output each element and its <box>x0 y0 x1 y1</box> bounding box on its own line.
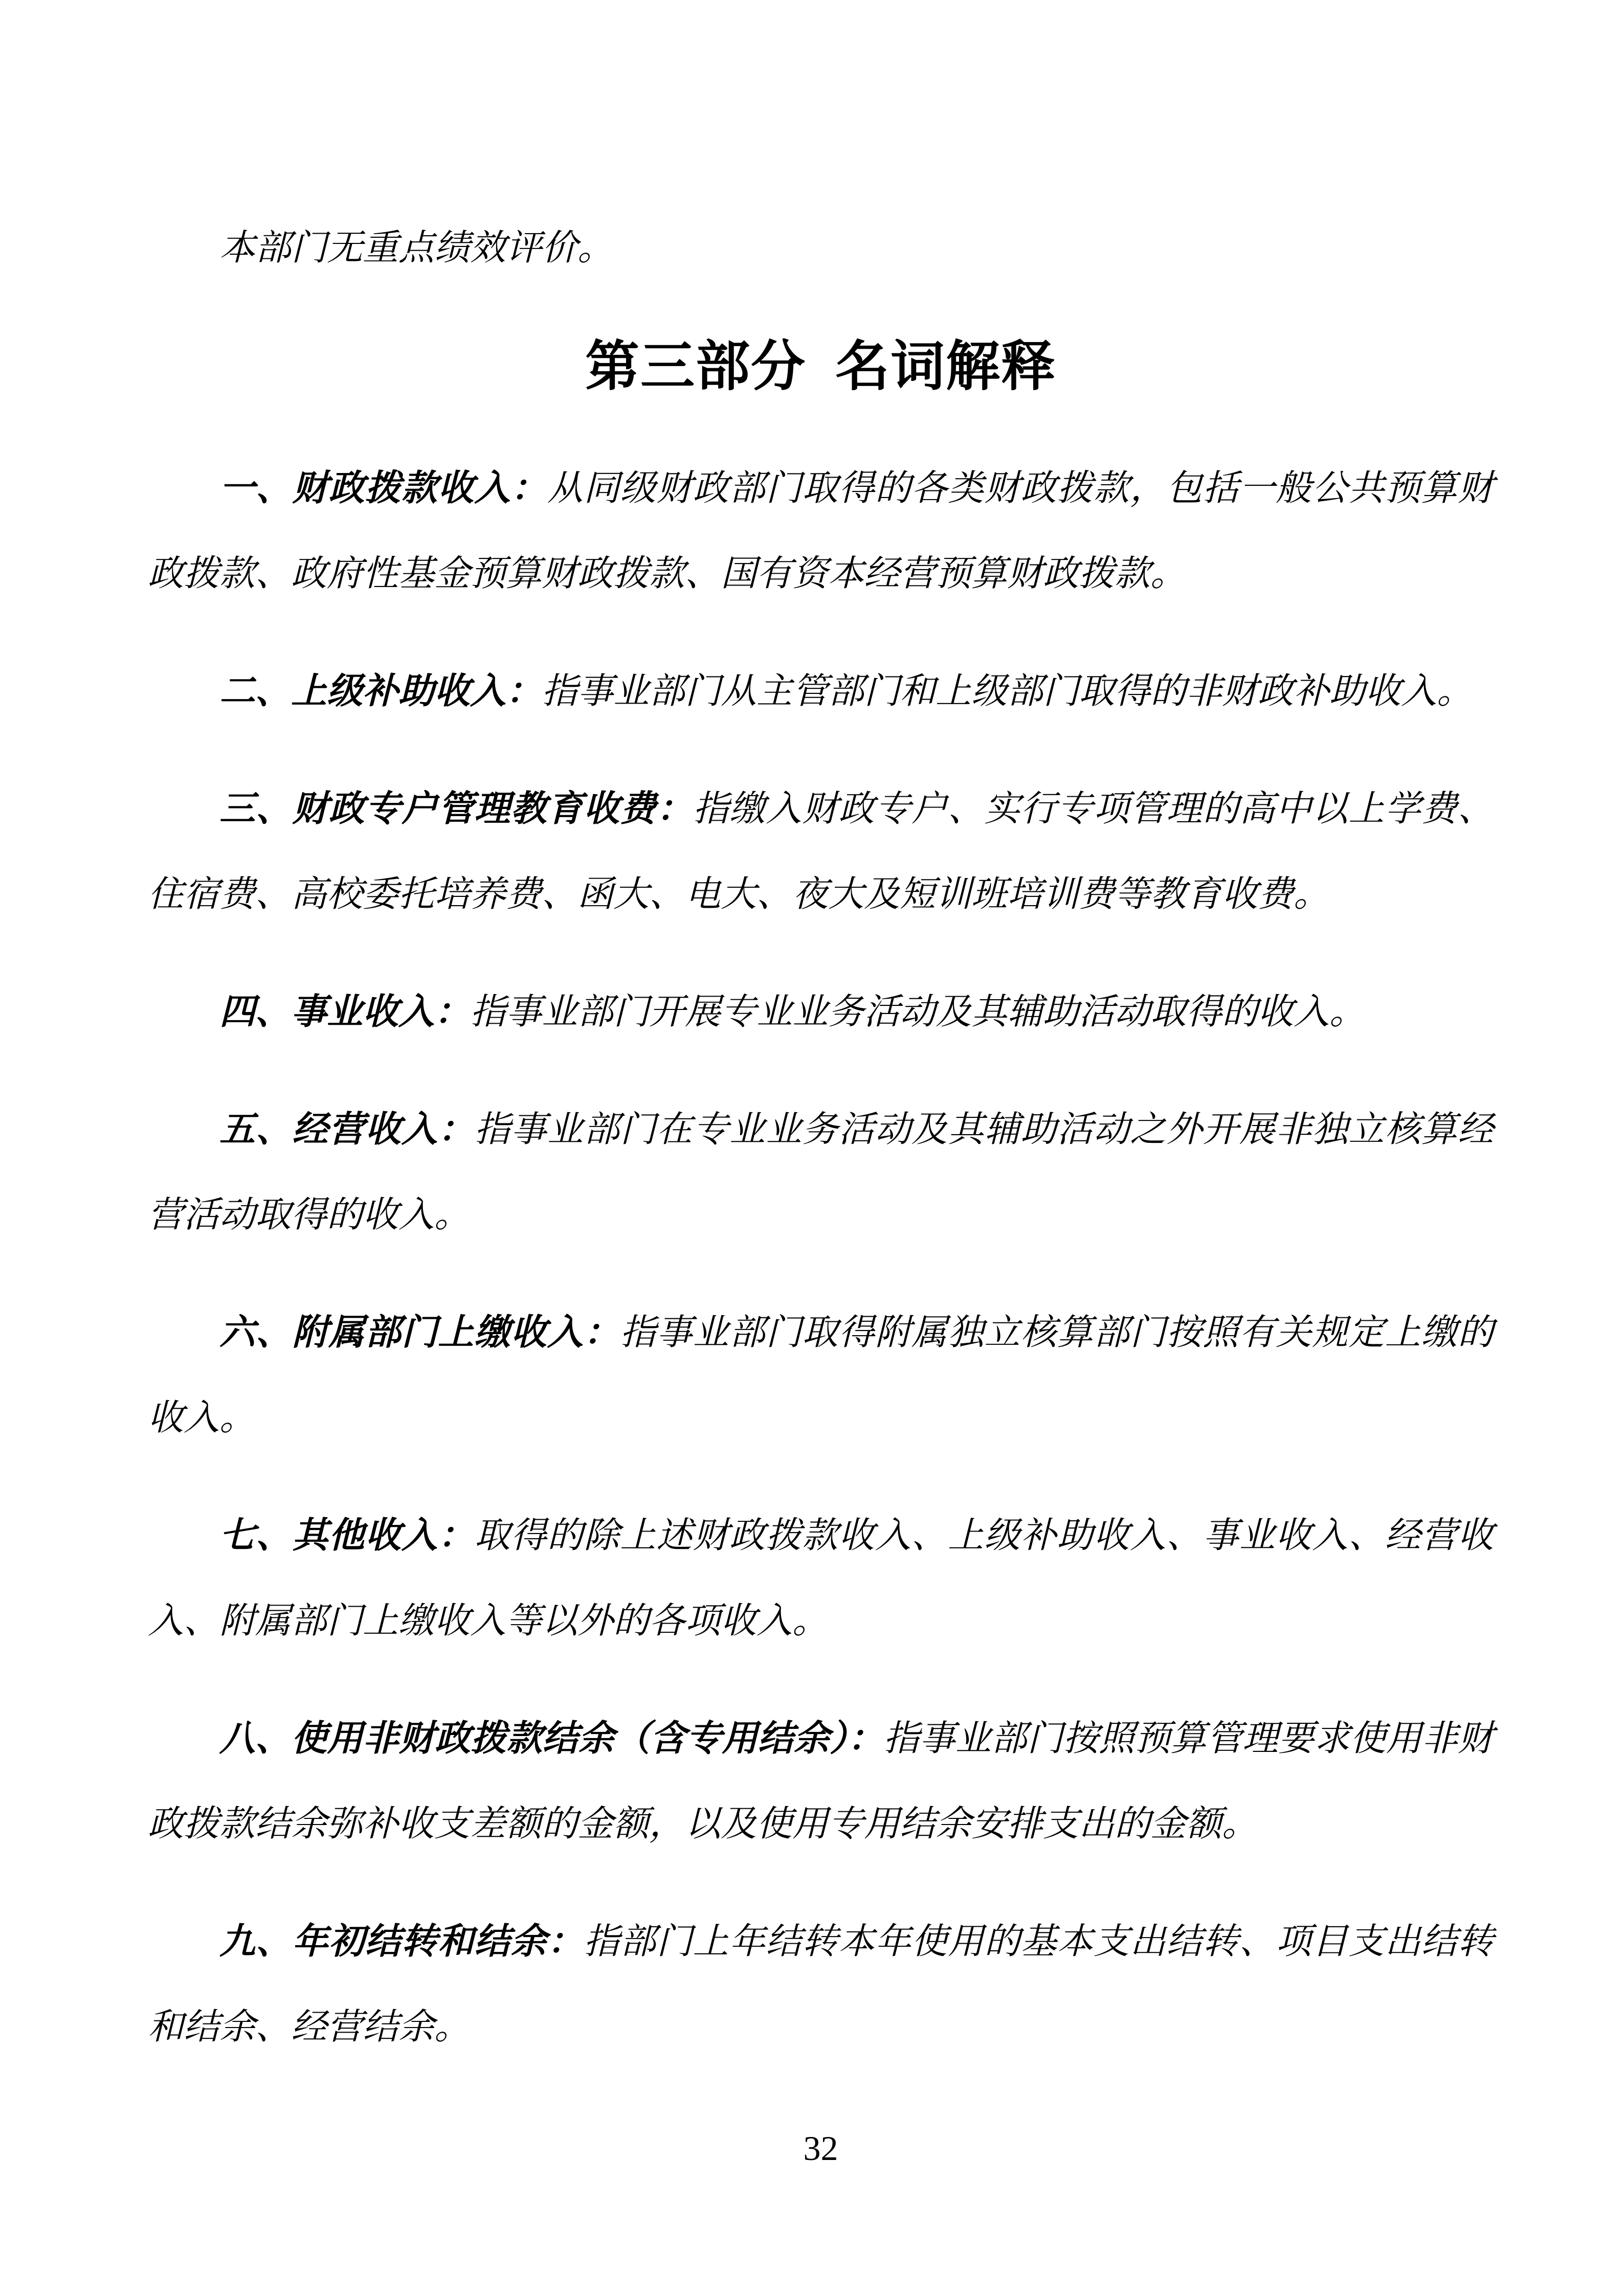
term-paragraph-6 <box>148 1290 1494 1461</box>
term-body: 取得的除上述财政拨款收入、上级补助收入、事业收入、经营收入、附属部门上缴收入等以外的各项收入。 <box>148 1516 1494 1641</box>
term-body: 指部门上年结转本年使用的基本支出结转、项目支出结转和结余、经营结余。 <box>148 1922 1494 2047</box>
term-body: 从同级财政部门取得的各类财政拨款，包括一般公共预算财政拨款、政府性基金预算财政拨款、国有资本经营预算财政拨款。 <box>148 469 1494 594</box>
term-lead: 四、事业收入： <box>219 993 470 1032</box>
section-heading: 第三部分 名词解释 <box>585 337 1056 397</box>
term-paragraph-4 <box>148 970 1494 1055</box>
term-paragraph-8 <box>148 1696 1494 1867</box>
term-body: 指事业部门开展专业业务活动及其辅助活动取得的收入。 <box>470 993 1365 1032</box>
term-body: 指缴入财政专户、实行专项管理的高中以上学费、住宿费、高校委托培养费、函大、电大、夜大及短训班培训费等教育收费。 <box>148 790 1494 914</box>
term-lead: 九、年初结转和结余： <box>219 1922 584 1962</box>
term-lead: 二、上级补助收入： <box>219 672 542 711</box>
term-body: 指事业部门按照预算管理要求使用非财政拨款结余弥补收支差额的金额，以及使用专用结余安排支出的金额。 <box>148 1719 1494 1844</box>
intro-paragraph: 本部门无重点绩效评价。 <box>219 229 613 268</box>
term-body: 指事业部门从主管部门和上级部门取得的非财政补助收入。 <box>542 672 1473 711</box>
term-paragraph-3 <box>148 767 1494 937</box>
term-lead: 一、财政拨款收入： <box>219 469 547 508</box>
term-paragraph-2 <box>148 649 1494 734</box>
term-lead: 三、财政专户管理教育收费： <box>219 790 693 829</box>
term-paragraph-7 <box>148 1493 1494 1664</box>
term-body: 指事业部门取得附属独立核算部门按照有关规定上缴的收入。 <box>148 1313 1494 1438</box>
term-lead: 七、其他收入： <box>219 1516 475 1556</box>
term-lead: 八、使用非财政拨款结余（含专用结余）： <box>219 1719 884 1759</box>
term-paragraph-5 <box>148 1087 1494 1258</box>
term-lead: 五、经营收入： <box>219 1110 475 1150</box>
term-paragraph-9 <box>148 1899 1494 2070</box>
term-lead: 六、附属部门上缴收入： <box>219 1313 620 1353</box>
term-body: 指事业部门在专业业务活动及其辅助活动之外开展非独立核算经营活动取得的收入。 <box>148 1110 1494 1235</box>
page-number: 32 <box>803 2129 838 2168</box>
term-paragraph-1 <box>148 446 1494 617</box>
